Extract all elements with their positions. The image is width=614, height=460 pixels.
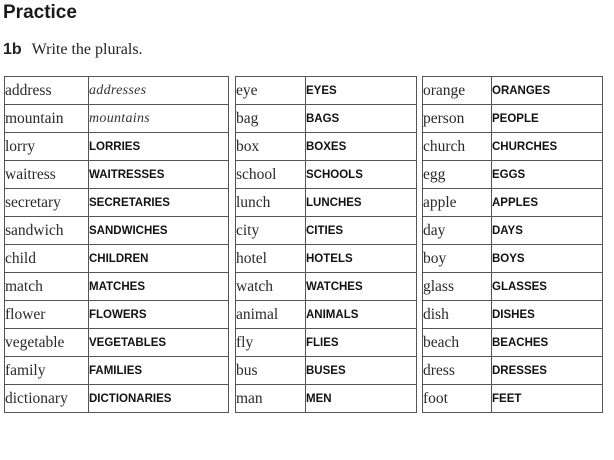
table-row bbox=[423, 189, 603, 217]
plural-answer[interactable]: DICTIONARIES bbox=[89, 385, 229, 413]
table-row bbox=[236, 217, 417, 245]
plural-answer[interactable]: VEGETABLES bbox=[89, 329, 229, 357]
plural-answer[interactable]: EYES bbox=[306, 77, 417, 105]
table-row bbox=[423, 105, 603, 133]
table-row bbox=[5, 161, 229, 189]
table-row bbox=[236, 301, 417, 329]
plurals-table-3 bbox=[422, 76, 603, 413]
table-row bbox=[423, 301, 603, 329]
plural-answer[interactable]: ORANGES bbox=[492, 77, 603, 105]
table-row bbox=[423, 245, 603, 273]
singular-word: glass bbox=[423, 273, 492, 301]
singular-word: waitress bbox=[5, 161, 89, 189]
singular-word: school bbox=[236, 161, 306, 189]
singular-word: bag bbox=[236, 105, 306, 133]
table-row bbox=[5, 217, 229, 245]
singular-word: secretary bbox=[5, 189, 89, 217]
plural-answer[interactable]: WATCHES bbox=[306, 273, 417, 301]
plural-answer[interactable]: FLOWERS bbox=[89, 301, 229, 329]
singular-word: sandwich bbox=[5, 217, 89, 245]
plural-answer[interactable]: LORRIES bbox=[89, 133, 229, 161]
plural-answer[interactable]: DRESSES bbox=[492, 357, 603, 385]
table-row bbox=[423, 329, 603, 357]
singular-word: mountain bbox=[5, 105, 89, 133]
table-row bbox=[423, 133, 603, 161]
singular-word: church bbox=[423, 133, 492, 161]
table-row bbox=[5, 357, 229, 385]
plural-answer[interactable]: FAMILIES bbox=[89, 357, 229, 385]
plural-answer[interactable]: mountains bbox=[89, 105, 229, 133]
plurals-table-2 bbox=[235, 76, 417, 413]
singular-word: apple bbox=[423, 189, 492, 217]
singular-word: orange bbox=[423, 77, 492, 105]
singular-word: vegetable bbox=[5, 329, 89, 357]
singular-word: box bbox=[236, 133, 306, 161]
table-row bbox=[5, 189, 229, 217]
plural-answer[interactable]: BOXES bbox=[306, 133, 417, 161]
singular-word: bus bbox=[236, 357, 306, 385]
singular-word: day bbox=[423, 217, 492, 245]
singular-word: egg bbox=[423, 161, 492, 189]
table-row bbox=[236, 161, 417, 189]
table-row bbox=[236, 77, 417, 105]
plural-answer[interactable]: APPLES bbox=[492, 189, 603, 217]
singular-word: foot bbox=[423, 385, 492, 413]
plural-answer[interactable]: ANIMALS bbox=[306, 301, 417, 329]
plural-answer[interactable]: DISHES bbox=[492, 301, 603, 329]
plural-answer[interactable]: FLIES bbox=[306, 329, 417, 357]
plural-answer[interactable]: SECRETARIES bbox=[89, 189, 229, 217]
plural-answer[interactable]: SANDWICHES bbox=[89, 217, 229, 245]
table-row bbox=[236, 357, 417, 385]
plural-answer[interactable]: CHURCHES bbox=[492, 133, 603, 161]
plural-answer[interactable]: BAGS bbox=[306, 105, 417, 133]
plural-answer[interactable]: BEACHES bbox=[492, 329, 603, 357]
singular-word: city bbox=[236, 217, 306, 245]
exercise-number: 1b bbox=[3, 41, 22, 58]
singular-word: person bbox=[423, 105, 492, 133]
instruction-text: Write the plurals. bbox=[31, 41, 143, 58]
singular-word: child bbox=[5, 245, 89, 273]
singular-word: match bbox=[5, 273, 89, 301]
table-row bbox=[5, 273, 229, 301]
table-row bbox=[5, 385, 229, 413]
plural-answer[interactable]: MATCHES bbox=[89, 273, 229, 301]
plural-answer[interactable]: BUSES bbox=[306, 357, 417, 385]
plural-answer[interactable]: addresses bbox=[89, 77, 229, 105]
table-row bbox=[5, 301, 229, 329]
table-row bbox=[423, 77, 603, 105]
table-row bbox=[5, 329, 229, 357]
plural-answer[interactable]: WAITRESSES bbox=[89, 161, 229, 189]
singular-word: dress bbox=[423, 357, 492, 385]
plurals-table-1 bbox=[4, 76, 229, 413]
plural-answer[interactable]: SCHOOLS bbox=[306, 161, 417, 189]
table-row bbox=[5, 77, 229, 105]
plural-answer[interactable]: BOYS bbox=[492, 245, 603, 273]
singular-word: animal bbox=[236, 301, 306, 329]
singular-word: eye bbox=[236, 77, 306, 105]
plural-answer[interactable]: CHILDREN bbox=[89, 245, 229, 273]
singular-word: lunch bbox=[236, 189, 306, 217]
singular-word: man bbox=[236, 385, 306, 413]
plural-answer[interactable]: CITIES bbox=[306, 217, 417, 245]
plural-answer[interactable]: EGGS bbox=[492, 161, 603, 189]
table-row bbox=[423, 161, 603, 189]
singular-word: dictionary bbox=[5, 385, 89, 413]
plural-answer[interactable]: FEET bbox=[492, 385, 603, 413]
singular-word: address bbox=[5, 77, 89, 105]
table-row bbox=[236, 189, 417, 217]
table-row bbox=[5, 133, 229, 161]
exercise-instruction bbox=[3, 41, 143, 59]
singular-word: dish bbox=[423, 301, 492, 329]
singular-word: family bbox=[5, 357, 89, 385]
plural-answer[interactable]: HOTELS bbox=[306, 245, 417, 273]
table-row bbox=[5, 245, 229, 273]
singular-word: lorry bbox=[5, 133, 89, 161]
singular-word: boy bbox=[423, 245, 492, 273]
table-row bbox=[423, 273, 603, 301]
table-row bbox=[5, 105, 229, 133]
table-row bbox=[423, 217, 603, 245]
plural-answer[interactable]: MEN bbox=[306, 385, 417, 413]
table-row bbox=[423, 357, 603, 385]
singular-word: fly bbox=[236, 329, 306, 357]
table-row bbox=[236, 385, 417, 413]
table-row bbox=[236, 273, 417, 301]
plural-answer[interactable]: GLASSES bbox=[492, 273, 603, 301]
table-row bbox=[236, 245, 417, 273]
page-title: Practice bbox=[3, 2, 77, 23]
table-row bbox=[423, 385, 603, 413]
plural-answer[interactable]: LUNCHES bbox=[306, 189, 417, 217]
table-row bbox=[236, 329, 417, 357]
singular-word: hotel bbox=[236, 245, 306, 273]
table-row bbox=[236, 133, 417, 161]
singular-word: watch bbox=[236, 273, 306, 301]
plural-answer[interactable]: DAYS bbox=[492, 217, 603, 245]
singular-word: flower bbox=[5, 301, 89, 329]
table-row bbox=[236, 105, 417, 133]
singular-word: beach bbox=[423, 329, 492, 357]
plural-answer[interactable]: PEOPLE bbox=[492, 105, 603, 133]
